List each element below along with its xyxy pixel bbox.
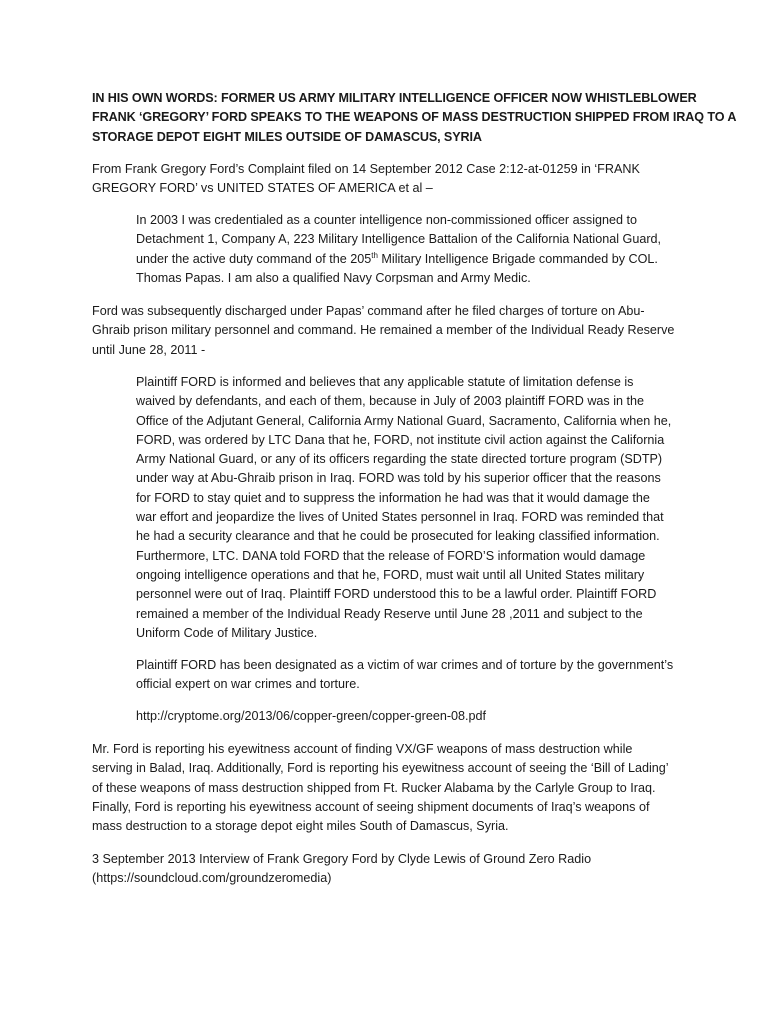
quote-line [136,250,682,269]
paragraph-line: serving in Balad, Iraq. Additionally, Ford is reporting his eyewitness account of seeing the ‘Bill of Lading’ [92,761,669,776]
title-line: IN HIS OWN WORDS: FORMER US ARMY MILITARY INTELLIGENCE OFFICER NOW WHISTLEBLOWER [92,91,697,105]
quote-line: Furthermore, LTC. DANA told FORD that the release of FORD’S information would damage [136,548,646,563]
intro-line: From Frank Gregory Ford’s Complaint filed on 14 September 2012 Case 2:12-at-01259 in ‘FRANK [92,162,640,176]
quote-line: for FORD to stay quiet and to suppress the information he had was that it would damage the [136,490,650,505]
paragraph-line: Ford was subsequently discharged under Papas’ command after he filed charges of torture on Abu- [92,304,645,318]
title-line: FRANK ‘GREGORY’ FORD SPEAKS TO THE WEAPONS OF MASS DESTRUCTION SHIPPED FROM IRAQ TO A [92,110,737,125]
quote-text: Military Intelligence Brigade commanded by COL. [377,251,658,266]
quote-credentials [136,211,682,288]
quote-line: official expert on war crimes and torture. [136,677,360,692]
discharge-paragraph [92,302,682,360]
quote-line: FORD, was ordered by LTC Dana that he, FORD, not institute civil action against the California [136,432,665,447]
quote-victim [136,656,682,695]
quote-line: personnel were out of Iraq. Plaintiff FORD understood this to be a lawful order. Plaintiff FORD [136,587,657,602]
quote-line: he had a security clearance and that he could be prosecuted for leaking classified information. [136,529,660,544]
quote-line: war effort and jeopardize the lives of United States personnel in Iraq. FORD was reminded that [136,510,664,525]
eyewitness-paragraph [92,740,682,836]
paragraph-line: Finally, Ford is reporting his eyewitness account of seeing shipment documents of Iraq’s weapons of [92,799,650,814]
paragraph-line: mass destruction to a storage depot eight miles South of Damascus, Syria. [92,819,509,834]
quote-line: Detachment 1, Company A, 223 Military Intelligence Battalion of the California National Guard, [136,232,662,247]
paragraph-line: until June 28, 2011 - [92,342,206,357]
quote-line: remained a member of the Individual Ready Reserve until June 28 ,2011 and subject to the [136,606,643,621]
interview-paragraph [92,850,682,889]
quote-line: In 2003 I was credentialed as a counter intelligence non-commissioned officer assigned to [136,213,638,227]
ordinal-suffix: th [371,250,378,260]
paragraph-line: of these weapons of mass destruction shipped from Ft. Rucker Alabama by the Carlyle Group to Iraq. [92,780,656,795]
intro-line: GREGORY FORD’ vs UNITED STATES OF AMERICA et al – [92,181,433,196]
quote-line: Army National Guard, or any of its officers regarding the state directed torture program (SDTP) [136,452,663,467]
paragraph-line: (https://soundcloud.com/groundzeromedia) [92,871,332,886]
quote-line: under way at Abu-Ghraib prison in Iraq. FORD was told by his superior officer that the reasons [136,471,661,486]
quote-line: Uniform Code of Military Justice. [136,625,318,640]
url-text: http://cryptome.org/2013/06/copper-green/copper-green-08.pdf [136,709,487,723]
intro-paragraph [92,160,682,199]
quote-line: Plaintiff FORD has been designated as a victim of war crimes and of torture by the government’s [136,658,674,672]
quote-text: under the active duty command of the 205 [136,251,372,266]
quote-plaintiff [136,373,682,643]
paragraph-line: Mr. Ford is reporting his eyewitness account of finding VX/GF weapons of mass destruction while [92,742,633,756]
quote-line: Thomas Papas. I am also a qualified Navy Corpsman and Army Medic. [136,270,531,285]
quote-line: Office of the Adjutant General, California Army National Guard, Sacramento, California when he, [136,413,672,428]
paragraph-line: Ghraib prison military personnel and command. He remained a member of the Individual Ready Reserve [92,323,675,338]
paragraph-line: 3 September 2013 Interview of Frank Gregory Ford by Clyde Lewis of Ground Zero Radio [92,852,592,866]
quote-line: ongoing intelligence operations and that he, FORD, must wait until all United States military [136,567,645,582]
quote-line: Plaintiff FORD is informed and believes that any applicable statute of limitation defense is [136,375,634,389]
document-title [92,89,737,147]
quote-line: waived by defendants, and each of them, because in July of 2003 plaintiff FORD was in the [136,394,645,409]
title-line: STORAGE DEPOT EIGHT MILES OUTSIDE OF DAMASCUS, SYRIA [92,129,482,144]
source-url [136,707,682,726]
